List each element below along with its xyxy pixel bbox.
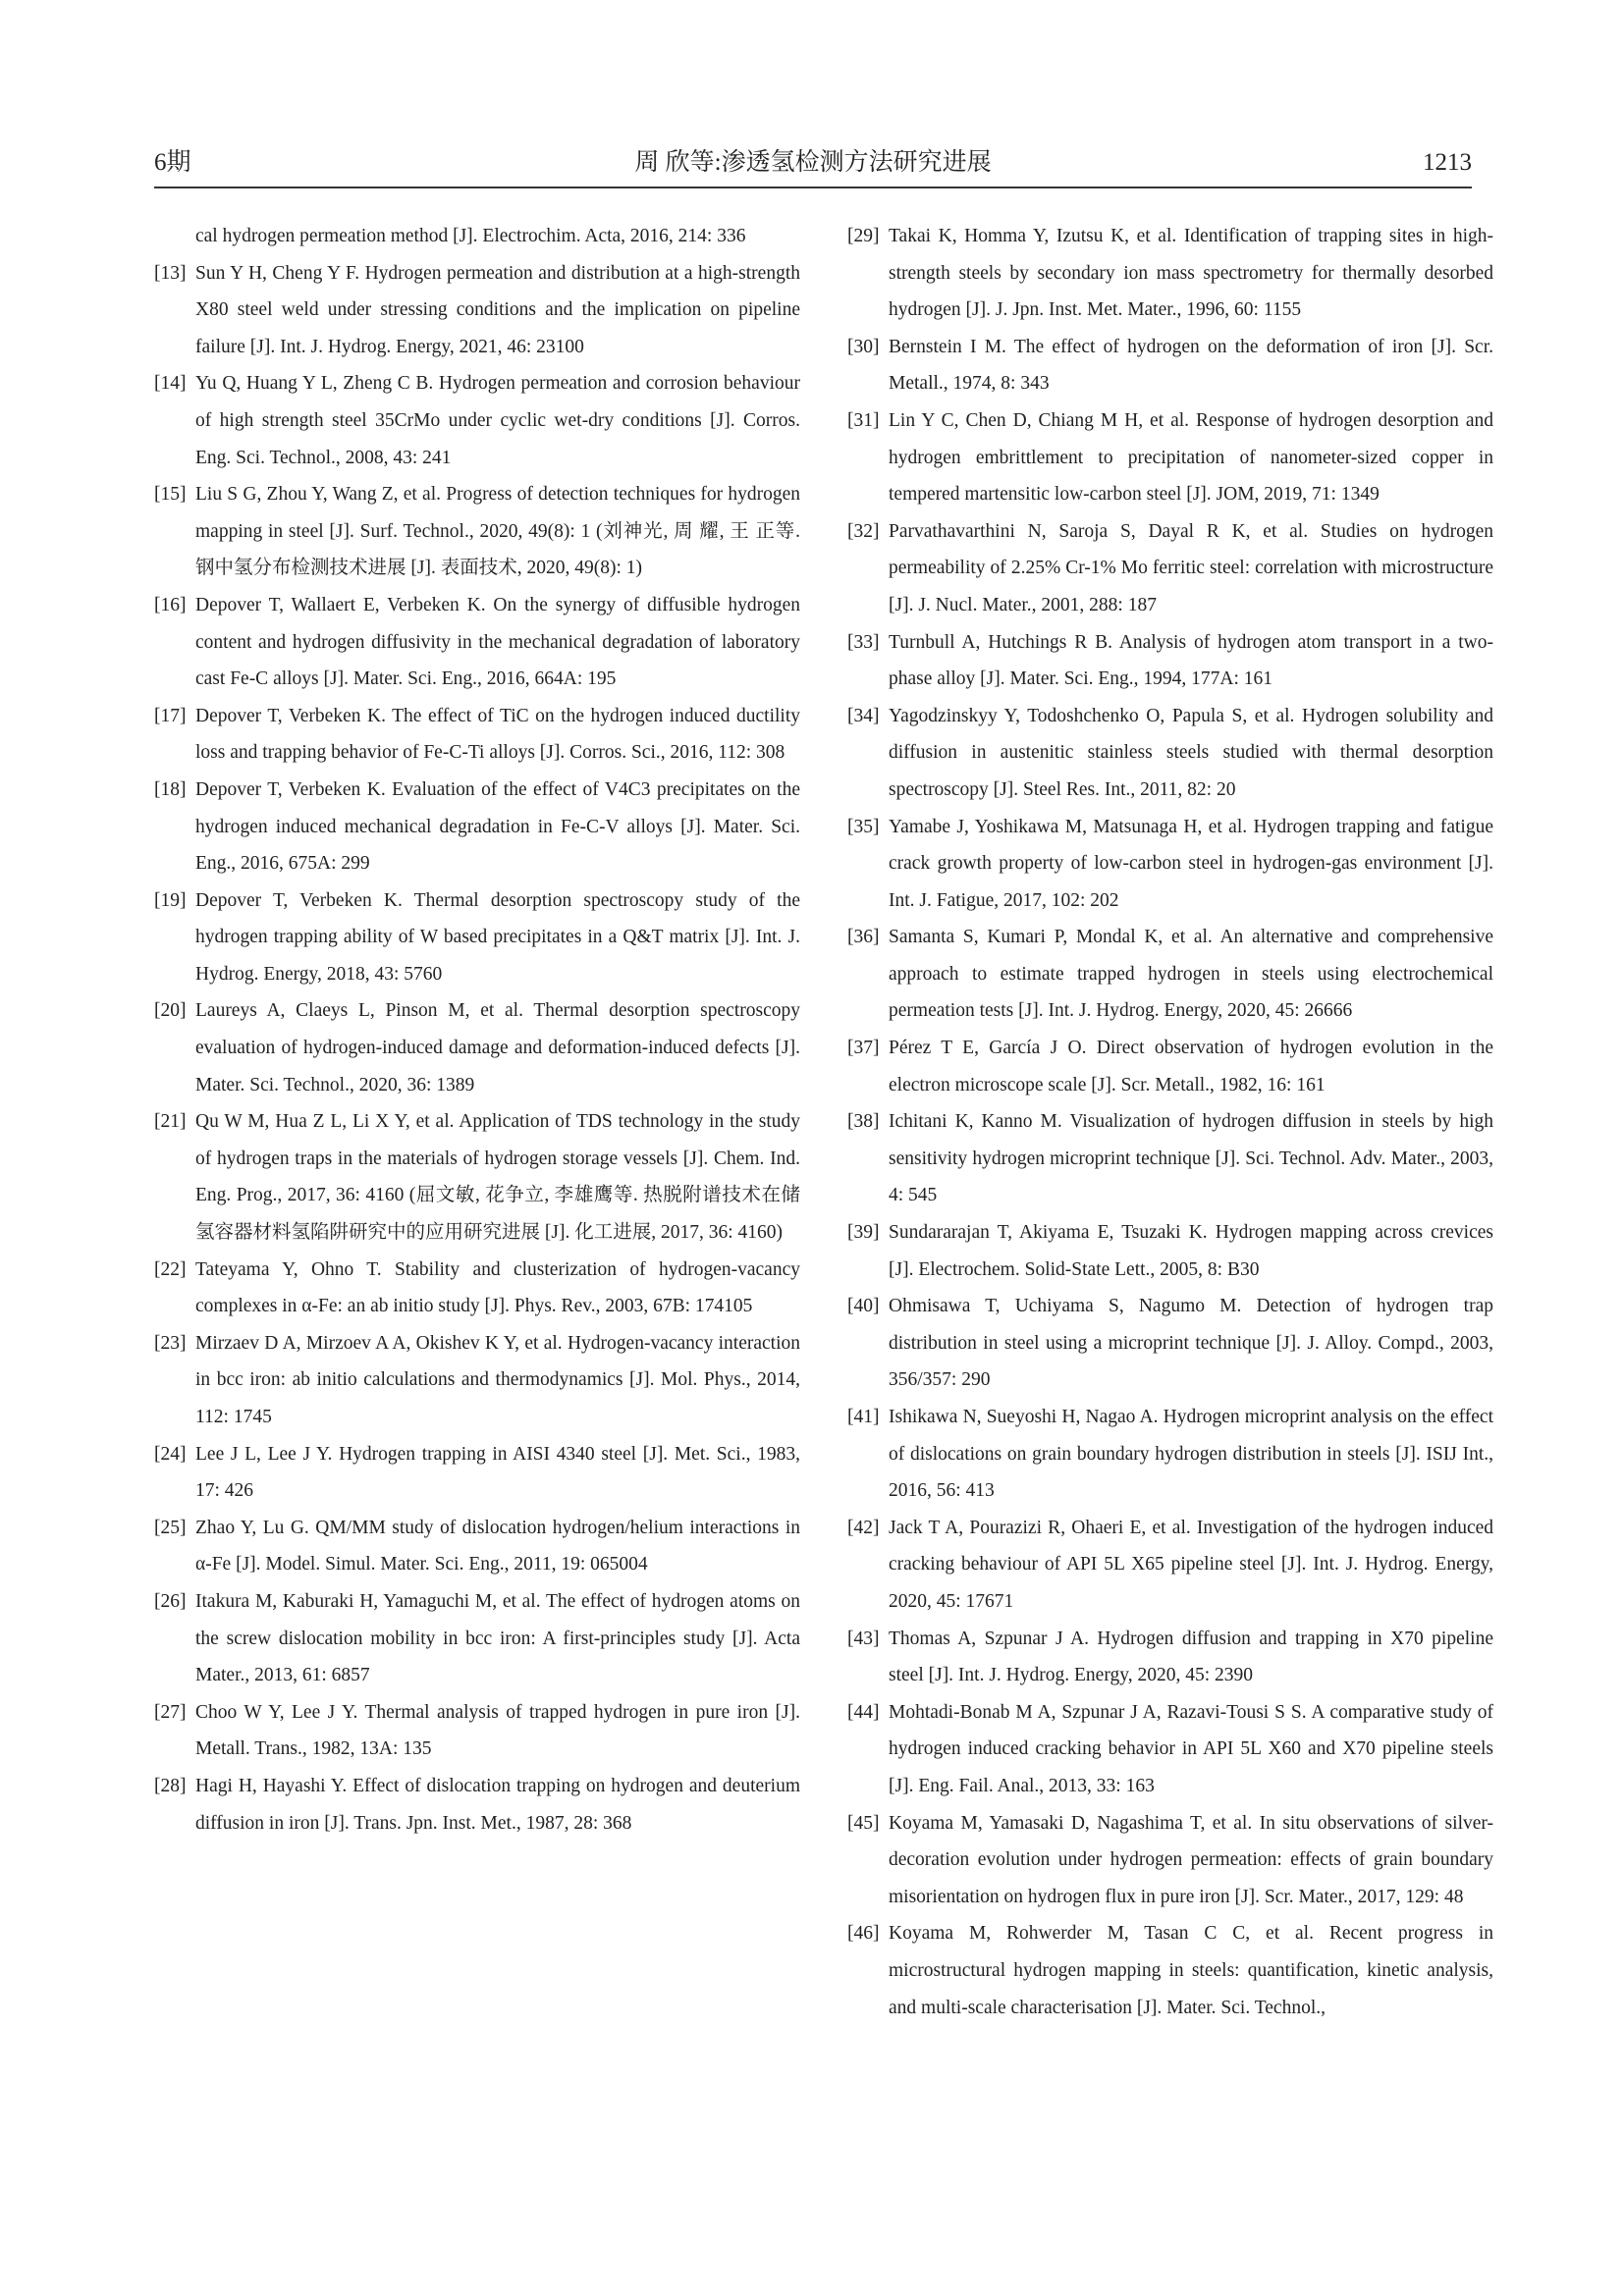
reference-item <box>154 1325 800 1436</box>
reference-number: [40] <box>847 1296 880 1317</box>
reference-item <box>847 1621 1493 1694</box>
reference-number: [35] <box>847 816 880 837</box>
reference-item <box>154 992 800 1103</box>
reference-item <box>847 1805 1493 1916</box>
reference-number: [41] <box>847 1407 880 1427</box>
running-header <box>154 143 1472 183</box>
reference-text: Itakura M, Kaburaki H, Yamaguchi M, et al. The effect of hydrogen atoms on the screw dislocation mobility in bcc iron: A first-principles study [J]. Acta Mater., 2013, 61: 6857 <box>195 1590 800 1686</box>
reference-text: Samanta S, Kumari P, Mondal K, et al. An alternative and comprehensive approach to estimate trapped hydrogen in steels using electrochemical permeation tests [J]. Int. J. Hydrog. Energy, 2020, 45: 26666 <box>889 927 1493 1022</box>
reference-text: Depover T, Verbeken K. Evaluation of the effect of V4C3 precipitates on the hydrogen induced mechanical degradation in Fe-C-V alloys [J]. Mater. Sci. Eng., 2016, 675A: 299 <box>195 778 800 875</box>
reference-text: Yagodzinskyy Y, Todoshchenko O, Papula S, et al. Hydrogen solubility and diffusion in austenitic stainless steels studied with thermal desorption spectroscopy [J]. Steel Res. Int., 2011, 82: 20 <box>889 705 1493 800</box>
reference-number: [28] <box>154 1775 187 1796</box>
reference-number: [39] <box>847 1222 880 1244</box>
reference-item <box>154 255 800 366</box>
reference-text: Choo W Y, Lee J Y. Thermal analysis of trapped hydrogen in pure iron [J]. Metall. Trans., 1982, 13A: 135 <box>195 1701 800 1760</box>
reference-number: [34] <box>847 705 880 726</box>
reference-item <box>847 809 1493 920</box>
reference-number: [20] <box>154 1000 187 1022</box>
reference-number: [23] <box>154 1332 187 1354</box>
reference-number: [25] <box>154 1517 187 1538</box>
reference-number: [18] <box>154 778 187 800</box>
reference-text: Koyama M, Rohwerder M, Tasan C C, et al. Recent progress in microstructural hydrogen mapping in steels: quantification, kinetic analysis, and multi-scale characterisation [J]. Mater. Sci. Technol., <box>889 1923 1493 2018</box>
reference-number: [38] <box>847 1111 880 1133</box>
reference-text: Qu W M, Hua Z L, Li X Y, et al. Application of TDS technology in the study of hydrogen traps in the materials of hydrogen storage vessels [J]. Chem. Ind. Eng. Prog., 2017, 36: 4160 (屈文敏, 花争立, 李雄鹰等. 热脱附谱技术在储氢容器材料氢陷阱研究中的应用研究进展 [J]. 化工进展, 2017, 36: 4160) <box>195 1111 800 1244</box>
reference-text: Parvathavarthini N, Saroja S, Dayal R K, et al. Studies on hydrogen permeability of 2.25% Cr-1% Mo ferritic steel: correlation with microstructure [J]. J. Nucl. Mater., 2001, 288: 187 <box>889 520 1493 615</box>
reference-number: [45] <box>847 1812 880 1834</box>
reference-number: [37] <box>847 1038 880 1059</box>
reference-number: [26] <box>154 1590 187 1612</box>
reference-item <box>847 1915 1493 2026</box>
reference-text: Yu Q, Huang Y L, Zheng C B. Hydrogen permeation and corrosion behaviour of high strength steel 35CrMo under cyclic wet-dry conditions [J]. Corros. Eng. Sci. Technol., 2008, 43: 241 <box>195 373 800 468</box>
reference-number: [32] <box>847 520 880 542</box>
reference-item <box>847 329 1493 402</box>
reference-item <box>154 698 800 772</box>
reference-item <box>154 1768 800 1842</box>
reference-number: [14] <box>154 373 187 395</box>
reference-number: [29] <box>847 226 880 246</box>
reference-text: Turnbull A, Hutchings R B. Analysis of hydrogen atom transport in a two-phase alloy [J]. Mater. Sci. Eng., 1994, 177A: 161 <box>889 631 1493 690</box>
reference-text: Ichitani K, Kanno M. Visualization of hydrogen diffusion in steels by high sensitivity hydrogen microprint technique [J]. Sci. Technol. Adv. Mater., 2003, 4: 545 <box>889 1111 1493 1206</box>
reference-item <box>847 1030 1493 1103</box>
reference-text: Yamabe J, Yoshikawa M, Matsunaga H, et al. Hydrogen trapping and fatigue crack growth property of low-carbon steel in hydrogen-gas environment [J]. Int. J. Fatigue, 2017, 102: 202 <box>889 816 1493 911</box>
reference-item <box>154 1436 800 1510</box>
reference-item <box>847 1399 1493 1510</box>
reference-item <box>154 1583 800 1694</box>
reference-item <box>847 698 1493 809</box>
reference-number: [22] <box>154 1258 187 1280</box>
reference-text: Depover T, Verbeken K. The effect of TiC on the hydrogen induced ductility loss and trapping behavior of Fe-C-Ti alloys [J]. Corros. Sci., 2016, 112: 308 <box>195 705 800 764</box>
reference-item <box>847 1288 1493 1399</box>
reference-item <box>847 1694 1493 1805</box>
reference-number: [30] <box>847 336 880 357</box>
reference-number: [17] <box>154 705 187 726</box>
reference-text: Liu S G, Zhou Y, Wang Z, et al. Progress of detection techniques for hydrogen mapping in steel [J]. Surf. Technol., 2020, 49(8): 1 (刘神光, 周 耀, 王 正等. 钢中氢分布检测技术进展 [J]. 表面技术, 2020, 49(8): 1) <box>195 484 800 579</box>
reference-text: Pérez T E, García J O. Direct observation of hydrogen evolution in the electron microscope scale [J]. Scr. Metall., 1982, 16: 161 <box>889 1038 1493 1095</box>
reference-number: [43] <box>847 1628 880 1649</box>
reference-text: Mohtadi-Bonab M A, Szpunar J A, Razavi-Tousi S S. A comparative study of hydrogen induced cracking behavior in API 5L X60 and X70 pipeline steels [J]. Eng. Fail. Anal., 2013, 33: 163 <box>889 1701 1493 1796</box>
reference-item <box>154 476 800 587</box>
reference-item <box>847 1510 1493 1621</box>
reference-text: Hagi H, Hayashi Y. Effect of dislocation trapping on hydrogen and deuterium diffusion in iron [J]. Trans. Jpn. Inst. Met., 1987, 28: 368 <box>195 1775 800 1834</box>
reference-text: Depover T, Wallaert E, Verbeken K. On the synergy of diffusible hydrogen content and hydrogen diffusivity in the mechanical degradation of laboratory cast Fe-C alloys [J]. Mater. Sci. Eng., 2016, 664A: 195 <box>195 594 800 690</box>
reference-item <box>847 624 1493 698</box>
reference-text: Lin Y C, Chen D, Chiang M H, et al. Response of hydrogen desorption and hydrogen embrittlement to precipitation of nanometer-sized copper in tempered martensitic low-carbon steel [J]. JOM, 2019, 71: 1349 <box>889 409 1493 506</box>
reference-item <box>847 513 1493 624</box>
reference-text: Mirzaev D A, Mirzoev A A, Okishev K Y, et al. Hydrogen-vacancy interaction in bcc iron: ab initio calculations and thermodynamics [J]. Mol. Phys., 2014, 112: 1745 <box>195 1332 800 1427</box>
reference-column-left <box>154 218 800 1842</box>
reference-number: [19] <box>154 889 187 911</box>
reference-number: [46] <box>847 1923 880 1945</box>
reference-number: [16] <box>154 594 187 615</box>
reference-item <box>154 1252 800 1325</box>
reference-text: Bernstein I M. The effect of hydrogen on the deformation of iron [J]. Scr. Metall., 1974, 8: 343 <box>889 336 1493 395</box>
reference-text: Lee J L, Lee J Y. Hydrogen trapping in AISI 4340 steel [J]. Met. Sci., 1983, 17: 426 <box>195 1443 800 1502</box>
reference-item <box>847 1214 1493 1288</box>
reference-text: Tateyama Y, Ohno T. Stability and clusterization of hydrogen-vacancy complexes in α-Fe: an ab initio study [J]. Phys. Rev., 2003, 67B: 174105 <box>195 1258 800 1317</box>
reference-text: Ishikawa N, Sueyoshi H, Nagao A. Hydrogen microprint analysis on the effect of dislocations on grain boundary hydrogen distribution in steels [J]. ISIJ Int., 2016, 56: 413 <box>889 1407 1493 1502</box>
reference-item <box>154 218 800 255</box>
reference-item <box>154 587 800 698</box>
reference-number: [13] <box>154 262 187 284</box>
issue-number: 6期 <box>154 149 191 176</box>
reference-text: Sun Y H, Cheng Y F. Hydrogen permeation and distribution at a high-strength X80 steel weld under stressing conditions and the implication on pipeline failure [J]. Int. J. Hydrog. Energy, 2021, 46: 23100 <box>195 262 800 357</box>
reference-item <box>847 1103 1493 1214</box>
reference-number: [44] <box>847 1701 880 1723</box>
reference-text: Depover T, Verbeken K. Thermal desorption spectroscopy study of the hydrogen trapping ability of W based precipitates in a Q&T matrix [J]. Int. J. Hydrog. Energy, 2018, 43: 5760 <box>195 889 800 985</box>
reference-text: Koyama M, Yamasaki D, Nagashima T, et al. In situ observations of silver-decoration evolution under hydrogen permeation: effects of grain boundary misorientation on hydrogen flux in pure iron [J]. Scr. Mater., 2017, 129: 48 <box>889 1812 1493 1907</box>
reference-item <box>847 402 1493 513</box>
reference-number: [31] <box>847 409 880 431</box>
reference-text: Sundararajan T, Akiyama E, Tsuzaki K. Hydrogen mapping across crevices [J]. Electrochem. Solid-State Lett., 2005, 8: B30 <box>889 1222 1493 1280</box>
reference-item <box>154 365 800 476</box>
reference-number: [21] <box>154 1111 187 1133</box>
reference-text: cal hydrogen permeation method [J]. Electrochim. Acta, 2016, 214: 336 <box>195 226 746 246</box>
reference-item <box>154 882 800 993</box>
reference-item <box>154 1103 800 1251</box>
header-rule <box>154 187 1472 188</box>
reference-text: Zhao Y, Lu G. QM/MM study of dislocation hydrogen/helium interactions in α-Fe [J]. Model. Simul. Mater. Sci. Eng., 2011, 19: 065004 <box>195 1517 800 1575</box>
reference-text: Ohmisawa T, Uchiyama S, Nagumo M. Detection of hydrogen trap distribution in steel using a microprint technique [J]. J. Alloy. Compd., 2003, 356/357: 290 <box>889 1296 1493 1391</box>
reference-text: Jack T A, Pourazizi R, Ohaeri E, et al. Investigation of the hydrogen induced cracking behaviour of API 5L X65 pipeline steel [J]. Int. J. Hydrog. Energy, 2020, 45: 17671 <box>889 1517 1493 1612</box>
reference-item <box>154 772 800 882</box>
reference-item <box>154 1694 800 1768</box>
reference-text: Laureys A, Claeys L, Pinson M, et al. Thermal desorption spectroscopy evaluation of hydrogen-induced damage and deformation-induced defects [J]. Mater. Sci. Technol., 2020, 36: 1389 <box>195 1000 800 1095</box>
reference-number: [36] <box>847 927 880 948</box>
reference-number: [15] <box>154 484 187 506</box>
reference-text: Thomas A, Szpunar J A. Hydrogen diffusion and trapping in X70 pipeline steel [J]. Int. J. Hydrog. Energy, 2020, 45: 2390 <box>889 1628 1493 1686</box>
reference-number: [27] <box>154 1701 187 1723</box>
running-title: 周 欣等:渗透氢检测方法研究进展 <box>634 149 992 176</box>
reference-item <box>847 919 1493 1030</box>
reference-number: [42] <box>847 1517 880 1538</box>
reference-item <box>154 1510 800 1583</box>
reference-column-right <box>847 218 1493 2026</box>
reference-text: Takai K, Homma Y, Izutsu K, et al. Identification of trapping sites in high-strength steels by secondary ion mass spectrometry for thermally desorbed hydrogen [J]. J. Jpn. Inst. Met. Mater., 1996, 60: 1155 <box>889 226 1493 321</box>
page-number: 1213 <box>1423 149 1472 176</box>
reference-number: [33] <box>847 631 880 653</box>
reference-number: [24] <box>154 1443 187 1465</box>
reference-item <box>847 218 1493 329</box>
